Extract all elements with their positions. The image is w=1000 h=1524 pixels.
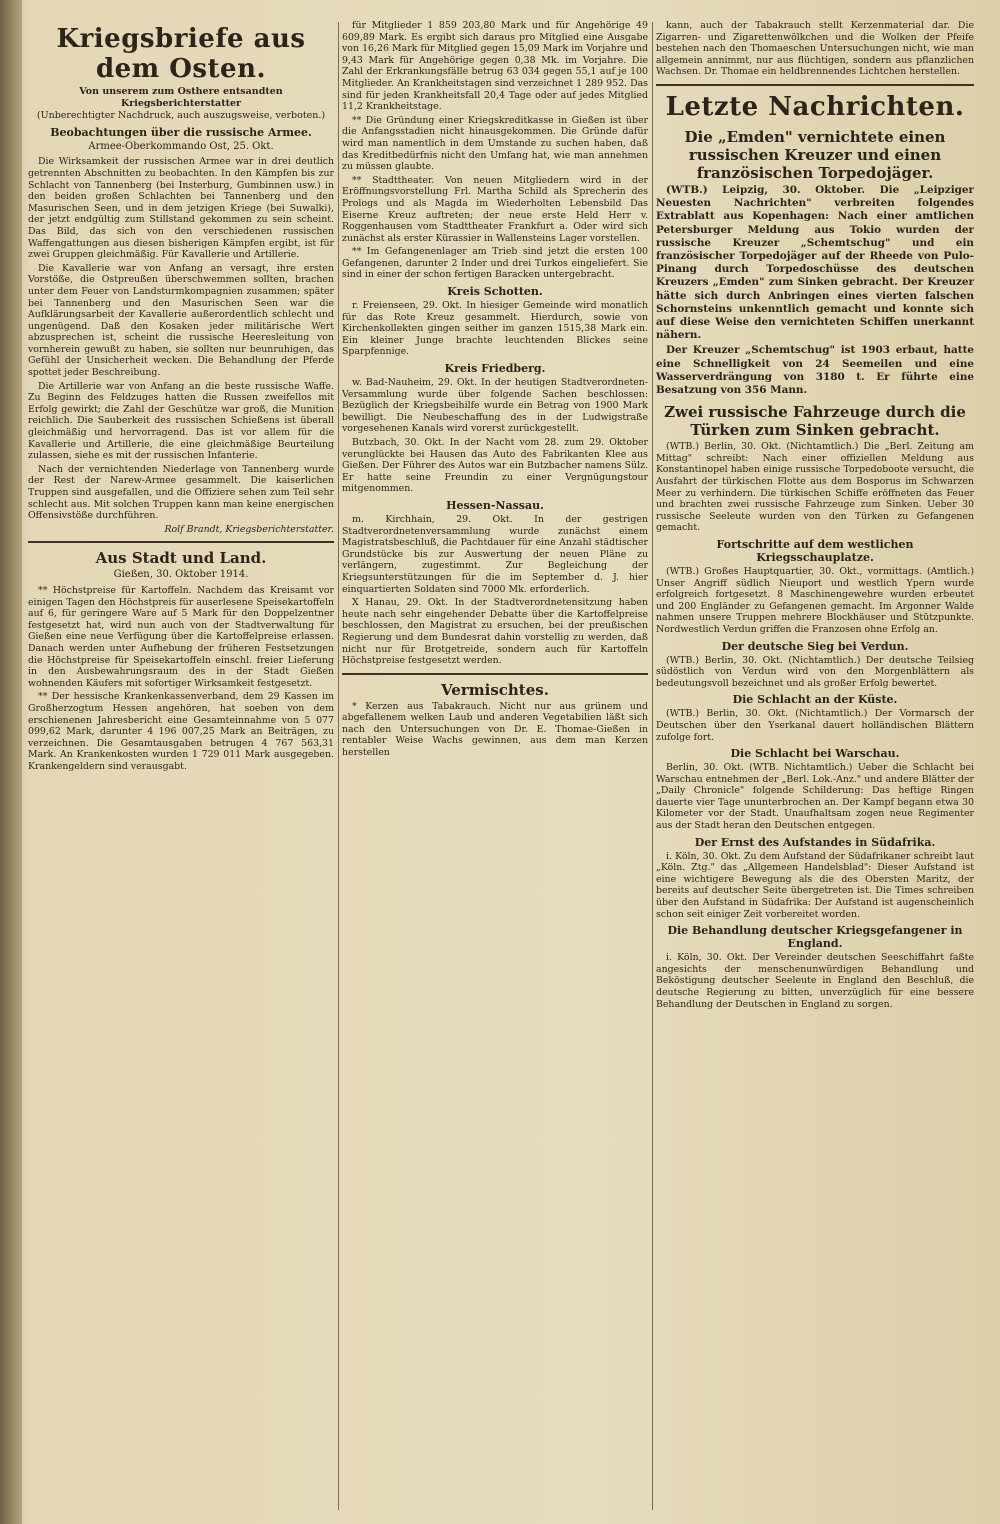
section-title: Vermischtes. [441, 680, 549, 699]
article-paragraph: für Mitglieder 1 859 203,80 Mark und für Angehörige 49 609,89 Mark. Es ergibt sich daraus pro Mitglied eine Ausgabe von 16,26 Mark für Mitglied gegen 15,09 Mark im Vorjahre und 9,43 Mark für Angehörige gegen 0,38 Mk. im Vorjahre. Die Zahl der Erkrankungsfälle betrug 63 034 gegen 55,1 auf je 100 Mitglieder. An Krankheitstagen sind verzeichnet 1 289 952. Das sind für jeden Krankheitsfall 20,4 Tage oder auf jedes Mitglied 11,2 Krankheitstage. [342, 20, 648, 113]
news-headline: Der deutsche Sieg bei Verdun. [721, 639, 909, 653]
article-paragraph: X Hanau, 29. Okt. In der Stadtverordnetensitzung haben heute nach sehr eingehender Debatte über die Kartoffelpreise beschlossen, den Magistrat zu ersuchen, bei der preußischen Regierung und dem Bundesrat dahin vorstellig zu werden, daß nicht nur für Brotgetreide, sondern auch für Kartoffeln Höchstpreise festgesetzt werden. [342, 597, 648, 667]
divider [28, 541, 334, 543]
article-paragraph: * Kerzen aus Tabakrauch. Nicht nur aus grünem und abgefallenem welken Laub und anderen Vegetabilien läßt sich nach den Untersuchungen von Dr. E. Thomae-Gießen in rentabler Weise Wachs gewinnen, aus dem man Kerzen herstellen [342, 700, 648, 759]
article-paragraph: Die Artillerie war von Anfang an die beste russische Waffe. Zu Beginn des Feldzuges hatten die Russen zweifellos mit Erfolg gewirkt; die Zahl der Geschütze war groß, die Munition reichlich. Die Sauberkeit des russischen Schießens ist überall gleichmäßig und hervorragend. Das ist vor allem für die Kavallerie und Artillerie, die eine gleichmäßige Beurteilung zulassen, siehe es mit der russischen Infanterie. [28, 380, 334, 462]
news-headline: Die „Emden" vernichtete einen russischen Kreuzer und einen französischen Torpedojäger. [684, 127, 946, 182]
section-heading: Beobachtungen über die russische Armee. [50, 125, 312, 139]
article-paragraph: Nach der vernichtenden Niederlage von Tannenberg wurde der Rest der Narew-Armee gesammelt. Die kaiserlichen Truppen sind ausgefallen, und die Offiziere sehen zum Teil sehr schlecht aus. Mit solchen Truppen kann man keine energischen Offensivstöße durchführen. [28, 463, 334, 522]
news-paragraph: i. Köln, 30. Okt. Zu dem Aufstand der Südafrikaner schreibt laut „Köln. Ztg." das „Allgemeen Handelsblad": Dieser Aufstand ist eine wichtigere Bewegung als die des Obersten Maritz, der bereits auf deutscher Seite übergetreten ist. Die Times schreiben über den Aufstand in Südafrika: Der Aufstand ist augenscheinlich schon seit einiger Zeit vorbereitet worden. [656, 850, 974, 920]
news-paragraph: (WTB.) Leipzig, 30. Oktober. Die „Leipziger Neuesten Nachrichten" verbreiten folgendes Extrablatt aus Kopenhagen: Nach einer amtlichen Petersburger Meldung aus Tokio wurden der russische Kreuzer „Schemtschug" und ein französischer Torpedojäger auf der Rheede von Pulo-Pinang durch Torpedoschüsse des deutschen Kreuzers „Emden" zum Sinken gebracht. Der Kreuzer hätte sich durch Anbringen eines vierten falschen Schornsteins unkenntlich gemacht und konnte sich auf diese Weise den vernichteten Schiffen unerkannt nähern. [656, 183, 974, 342]
divider [342, 673, 648, 675]
column-3 [656, 20, 974, 1512]
region-heading: Kreis Schotten. [447, 285, 543, 299]
divider [656, 84, 974, 86]
article-paragraph: w. Bad-Nauheim, 29. Okt. In der heutigen Stadtverordneten-Versammlung wurde über folgende Sachen beschlossen: Bezüglich der Kriegsbeihilfe wurde ein Betrag von 1900 Mark bewilligt. Die Neubeschaffung des in der Ludwigstraße vorgesehenen Kanals wird vorerst zurückgestellt. [342, 377, 648, 435]
article-paragraph: kann, auch der Tabakrauch stellt Kerzenmaterial dar. Die Zigarren- und Zigarettenwölkchen und die Wolken der Pfeife bestehen nach den Thomaeschen Untersuchungen nicht, wie man allgemein annimmt, nur aus flüchtigen, sondern aus pflanzlichen Wachsen. Dr. Thomae ein heldbrennendes Lichtchen herstellen. [656, 20, 974, 78]
reprint-note: (Unberechtigter Nachdruck, auch auszugsweise, verboten.) [36, 110, 326, 122]
news-headline: Die Behandlung deutscher Kriegsgefangener in England. [667, 924, 963, 951]
article-byline: Von unserem zum Osthere entsandten Kriegsberichterstatter [79, 86, 283, 109]
news-paragraph: (WTB.) Berlin, 30. Okt. (Nichtamtlich.) Die „Berl. Zeitung am Mittag" schreibt: Nach einer offiziellen Meldung aus Konstantinopel haben einige russische Torpedoboote versucht, die Ausfahrt der türkischen Flotte aus dem Bosporus im Schwarzen Meer zu verhindern. Die türkischen Schiffe eröffneten das Feuer und brachten zwei russische Fahrzeuge zum Sinken. Ueber 30 russische Seeleute wurden von den Türken zu Gefangenen gemacht. [656, 441, 974, 534]
news-paragraph: Berlin, 30. Okt. (WTB. Nichtamtlich.) Ueber die Schlacht bei Warschau entnehmen der „Berl. Lok.-Anz." und andere Blätter der „Daily Chronicle" folgende Schilderung: Das heftige Ringen dauerte vier Tage ununterbrochen an. Der Kampf begann etwa 30 Kilometer vor der Stadt. Unaufhaltsam zogen neue Regimenter aus der Stadt heran den Deutschen entgegen. [656, 762, 974, 832]
signature: Rolf Brandt, Kriegsberichterstatter. [164, 523, 334, 535]
section-title: Aus Stadt und Land. [95, 549, 267, 568]
column-2 [342, 20, 648, 1512]
column-1 [28, 20, 334, 1512]
dateline: Gießen, 30. Oktober 1914. [113, 569, 249, 581]
article-paragraph: Die Kavallerie war von Anfang an versagt, ihre ersten Vorstöße, die Ostpreußen überschwemmen sollten, brachen unter dem Feuer von Landsturmkompagnien zusammen; später bei Tannenberg und den Masurischen Seen war die Aufklärungsarbeit der Kavallerie außerordentlich schlecht und ungenügend. Daß den Kosaken jeder militärische Wert abzusprechen ist, scheint die russische Heeresleitung von vornherein gewußt zu haben, sie sollten nur beunruhigen, das Gefühl der Unsicherheit wecken. Die Behandlung der Pferde spottet jeder Beschreibung. [28, 262, 334, 379]
news-headline: Der Ernst des Aufstandes in Südafrika. [694, 835, 936, 849]
article-paragraph: ** Höchstpreise für Kartoffeln. Nachdem das Kreisamt vor einigen Tagen den Höchstpreis für auserlesene Speisekartoffeln auf 6, für geringere Ware auf 5 Mark für den Doppelzentner festgesetzt hat, wird nun auch von der Stadtverwaltung für Gießen eine neue Verfügung über die Kartoffelpreise erlassen. Danach werden unter Aufhebung der früheren Festsetzungen die Höchstpreise für Speisekartoffeln einschl. freier Lieferung in den Ausbewahrungsraum des in der Stadt Gießen wohnenden Käufers mit sofortiger Wirksamkeit festgesetzt. [28, 584, 334, 689]
news-headline: Die Schlacht an der Küste. [732, 693, 898, 707]
news-paragraph: (WTB.) Berlin, 30. Okt. (Nichtamtlich.) Der deutsche Teilsieg südöstlich von Verdun wird von den Morgenblättern als bedeutungsvoll bezeichnet und als großer Erfolg bewertet. [656, 654, 974, 689]
article-paragraph: ** Der hessische Krankenkassenverband, dem 29 Kassen im Großherzogtum Hessen angehören, hat soeben von dem erschienenen Jahresbericht eine Gesamteinnahme von 5 077 099,62 Mark, darunter 4 196 007,25 Mark an Beiträgen, zu verzeichnen. Die Gesamtausgaben betrugen 4 767 563,31 Mark. An Krankenkosten wurden 1 729 011 Mark ausgegeben. Krankengeldern sind verausgabt. [28, 691, 334, 772]
section-title: Letzte Nachrichten. [665, 91, 965, 122]
article-paragraph: r. Freienseen, 29. Okt. In hiesiger Gemeinde wird monatlich für das Rote Kreuz gesammelt. Hierdurch, sowie von Kirchenkollekten gingen seither im ganzen 1515,38 Mark ein. Ein kleiner Junge brachte leuchtenden Blickes seine Sparpfennige. [342, 300, 648, 358]
news-headline: Fortschritte auf dem westlichen Kriegsschauplatze. [716, 537, 914, 564]
region-heading: Kreis Friedberg. [444, 362, 546, 376]
article-paragraph: Die Wirksamkeit der russischen Armee war in drei deutlich getrennten Abschnitten zu beobachten. In den Kämpfen bis zur Schlacht von Tannenberg (bei Insterburg, Gumbinnen usw.) in den beiden großen Schlachten bei Tannenberg und den Masurischen Seen, und in dem jetzigen Kriege (bei Suwalki), der jetzt endgültig zum Stillstand gekommen zu sein scheint. Das Bild, das sich von den verschiedenen russischen Waffengattungen aus diesen bisherigen Kämpfen ergibt, ist für zwei Gruppen gleichmäßig. Für Kavallerie und Artillerie. [28, 156, 334, 261]
article-title: Kriegsbriefe aus dem Osten. [56, 24, 306, 84]
article-paragraph: m. Kirchhain, 29. Okt. In der gestrigen Stadtverordnetenversammlung wurde zunächst einem Magistratsbeschluß, die Pachtdauer für eine Anzahl städtischer Grundstücke bis zur Auswertung der neuen Pläne zu verlängern, zugestimmt. Zur Begleichung der Kriegsunterstützungen für die im September d. J. hier einquartierten Soldaten sind 7000 Mk. erforderlich. [342, 513, 648, 595]
column-rule [338, 22, 339, 1510]
region-heading: Hessen-Nassau. [446, 498, 544, 512]
article-paragraph: Butzbach, 30. Okt. In der Nacht vom 28. zum 29. Oktober verunglückte bei Hausen das Auto des Fabrikanten Klee aus Gießen. Der Führer des Autos war ein Butzbacher namens Sülz. Er hatte seine Freundin zu einer Vergnügungstour mitgenommen. [342, 437, 648, 495]
article-paragraph: ** Stadttheater. Von neuen Mitgliedern wird in der Eröffnungsvorstellung Frl. Martha Schild als Sprecherin des Prologs und als Magda im Wiederholten Lebensbild Das Eiserne Kreuz auftreten; der neue erste Held Herr v. Roggenhausen vom Stadttheater Frankfurt a. Oder wird sich zunächst als erster Kürassier in Wallensteins Lager vorstellen. [342, 174, 648, 244]
news-paragraph: (WTB.) Berlin, 30. Okt. (Nichtamtlich.) Der Vormarsch der Deutschen über den Yserkanal dauert holländischen Blättern zufolge fort. [656, 708, 974, 743]
article-paragraph: ** Die Gründung einer Kriegskreditkasse in Gießen ist über die Anfangsstadien nicht hinausgekommen. Die Gründe dafür wird man namentlich in dem Umstande zu suchen haben, daß das Kreditbedürfnis nicht den Umfang hat, wie man annehmen zu müssen glaubte. [342, 114, 648, 173]
news-headline: Zwei russische Fahrzeuge durch die Türken zum Sinken gebracht. [664, 403, 966, 440]
article-paragraph: ** Im Gefangenenlager am Trieb sind jetzt die ersten 100 Gefangenen, darunter 2 Inder und drei Turkos eingeliefert. Sie sind in einer der schon fertigen Baracken untergebracht. [342, 246, 648, 281]
news-paragraph: (WTB.) Großes Hauptquartier, 30. Okt., vormittags. (Amtlich.) Unser Angriff südlich Nieuport und westlich Ypern wurde erfolgreich fortgesetzt. 8 Maschinengewehre wurden erbeutet und 200 Engländer zu Gefangenen gemacht. Im Argonner Walde nahmen unsere Truppen mehrere Blockhäuser und Stützpunkte. Nordwestlich Verdun griffen die Franzosen ohne Erfolg an. [656, 565, 974, 635]
news-headline: Die Schlacht bei Warschau. [730, 747, 900, 761]
news-paragraph: Der Kreuzer „Schemtschug" ist 1903 erbaut, hatte eine Schnelligkeit von 24 Seemeilen und eine Wasserverdrängung von 3180 t. Er führte eine Besatzung von 356 Mann. [656, 344, 974, 397]
column-rule [652, 22, 653, 1510]
dateline: Armee-Oberkommando Ost, 25. Okt. [88, 140, 274, 152]
page-binding-edge [0, 0, 22, 1524]
news-paragraph: i. Köln, 30. Okt. Der Vereinder deutschen Seeschiffahrt faßte angesichts der menschenunwürdigen Behandlung und Beköstigung deutscher Seeleute in England den Beschluß, die deutsche Regierung zu bitten, unverzüglich für eine bessere Behandlung der Deutschen in England zu sorgen. [656, 952, 974, 1010]
